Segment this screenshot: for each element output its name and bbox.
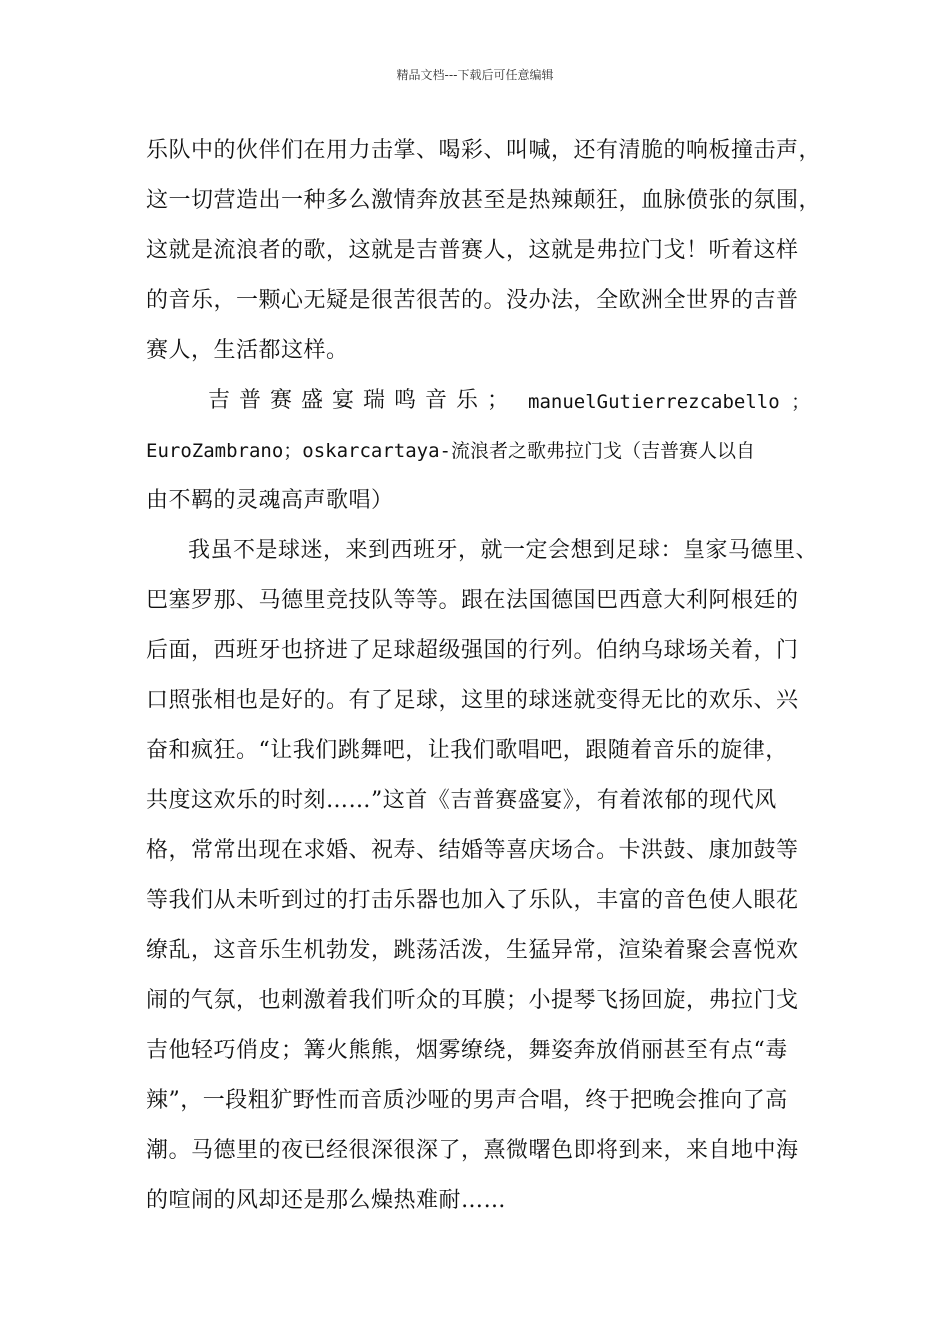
text-line: 辣”，一段粗犷野性而音质沙哑的男声合唱，终于把晚会推向了高 [146,1088,788,1113]
text-line: 巴塞罗那、马德里竞技队等等。跟在法国德国巴西意大利阿根廷的 [146,588,799,613]
text-line: manuelGutierrezcabello ； [528,391,811,413]
text-line: 缭乱，这音乐生机勃发，跳荡活泼，生猛异常，渲染着聚会喜悦欢 [146,938,799,963]
text-line: 吉他轻巧俏皮；篝火熊熊，烟雾缭绕，舞姿奔放俏丽甚至有点“毒 [146,1038,788,1063]
text-line: 赛人，生活都这样。 [146,338,349,363]
text-line: 乐队中的伙伴们在用力击掌、喝彩、叫喊，还有清脆的响板撞击声， [146,138,822,163]
text-line: 等我们从未听到过的打击乐器也加入了乐队，丰富的音色使人眼花 [146,888,799,913]
text-line: 格，常常出现在求婚、祝寿、结婚等喜庆场合。卡洪鼓、康加鼓等 [146,838,799,863]
text-line: 吉普赛盛宴瑞鸣音乐； [208,388,519,413]
text-line: 潮。马德里的夜已经很深很深了，熹微曙色即将到来，来自地中海 [146,1138,799,1163]
text-line: 奋和疯狂。“让我们跳舞吧，让我们歌唱吧，跟随着音乐的旋律， [146,738,788,763]
text-line: 闹的气氛，也刺激着我们听众的耳膜；小提琴飞扬回旋，弗拉门戈 [146,988,799,1013]
text-line-latin: EuroZambrano；oskarcartaya-流浪者之歌弗拉门戈（吉普赛人以自 [146,440,755,462]
text-line: 的喧闹的风却还是那么燥热难耐…… [146,1188,507,1213]
text-line: 的音乐，一颗心无疑是很苦很苦的。没办法，全欧洲全世界的吉普 [146,288,799,313]
text-line: 共度这欢乐的时刻……”这首《吉普赛盛宴》，有着浓郁的现代风 [146,788,777,813]
text-line: 这一切营造出一种多么激情奔放甚至是热辣颠狂，血脉偾张的氛围， [146,188,822,213]
text-line: 我虽不是球迷，来到西班牙，就一定会想到足球：皇家马德里、 [188,538,819,563]
page-header: 精品文档---下载后可任意编辑 [396,68,554,82]
text-line [146,437,755,465]
text-line: 由不羁的灵魂高声歌唱） [146,488,394,513]
text-line: 口照张相也是好的。有了足球，这里的球迷就变得无比的欢乐、兴 [146,688,799,713]
text-line: 这就是流浪者的歌，这就是吉普赛人，这就是弗拉门戈！听着这样 [146,238,799,263]
text-line: 后面，西班牙也挤进了足球超级强国的行列。伯纳乌球场关着，门 [146,638,799,663]
